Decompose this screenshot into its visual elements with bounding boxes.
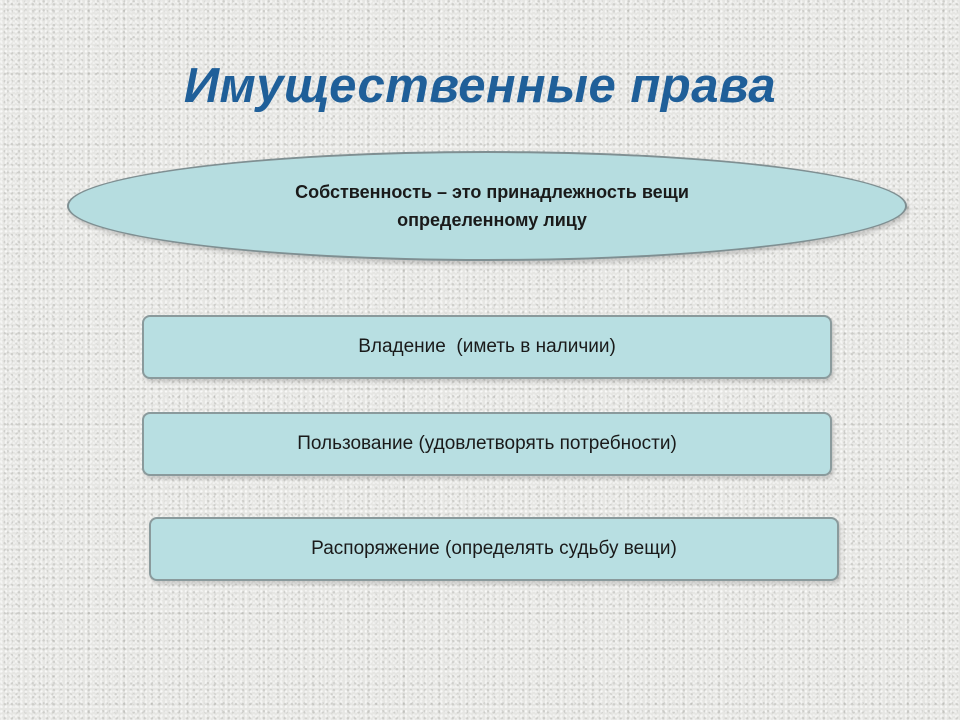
page-title: Имущественные права bbox=[183, 59, 777, 113]
definition-line-1: Собственность – это принадлежность вещи bbox=[295, 182, 689, 202]
right-box-possession bbox=[142, 315, 832, 379]
right-label-possession: Владение (иметь в наличии) bbox=[358, 336, 616, 357]
right-box-disposal bbox=[149, 517, 839, 581]
definition-ellipse bbox=[67, 151, 907, 261]
definition-text bbox=[212, 178, 772, 234]
right-box-use bbox=[142, 412, 832, 476]
definition-line-2: определенному лицу bbox=[397, 210, 587, 230]
right-label-disposal: Распоряжение (определять судьбу вещи) bbox=[311, 538, 677, 559]
right-label-use: Пользование (удовлетворять потребности) bbox=[297, 433, 677, 454]
